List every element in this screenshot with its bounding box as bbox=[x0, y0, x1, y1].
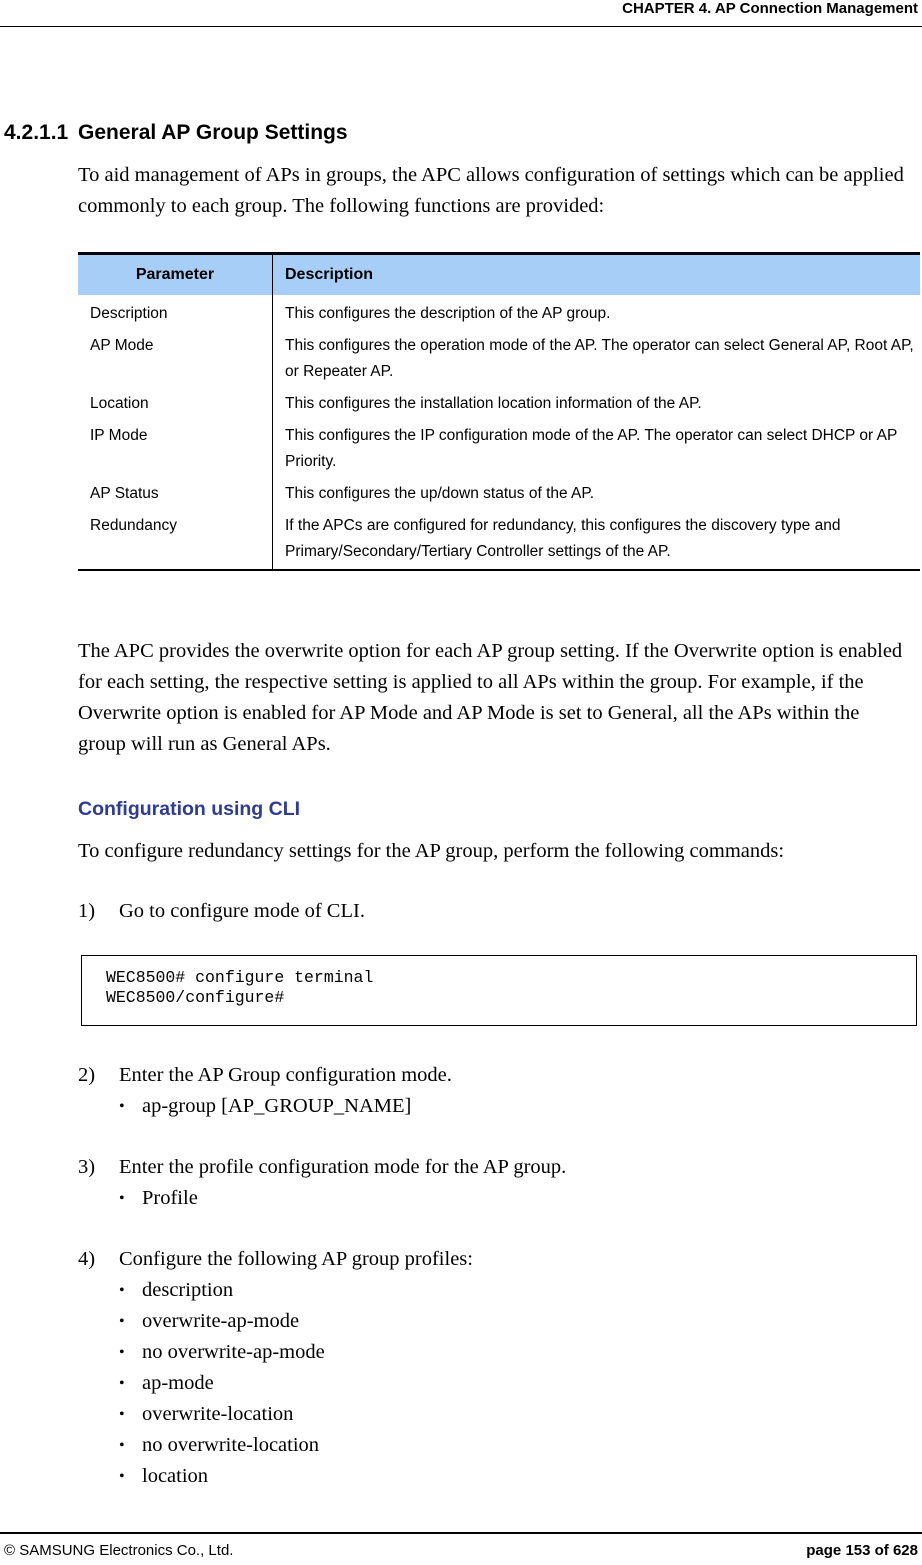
section-title-text: General AP Group Settings bbox=[78, 121, 348, 144]
table-row bbox=[78, 507, 920, 570]
cli-intro: To configure redundancy settings for the AP group, perform the following commands: bbox=[78, 840, 785, 862]
chapter-header: CHAPTER 4. AP Connection Management bbox=[622, 0, 918, 17]
footer-page-number: page 153 of 628 bbox=[806, 1542, 918, 1559]
table-row bbox=[78, 385, 920, 417]
list-item: • ap-group [AP_GROUP_NAME] bbox=[119, 1091, 411, 1122]
step-2-bullets bbox=[119, 1091, 411, 1122]
param-cell: IP Mode bbox=[90, 427, 148, 444]
param-cell: Description bbox=[90, 305, 168, 322]
step-number: 3) bbox=[78, 1156, 96, 1178]
footer-copyright: © SAMSUNG Electronics Co., Ltd. bbox=[4, 1542, 234, 1559]
list-item: • ap-mode bbox=[119, 1368, 325, 1399]
step-text: Enter the profile configuration mode for the AP group. bbox=[119, 1156, 567, 1178]
list-item: • location bbox=[119, 1461, 325, 1492]
step-number: 4) bbox=[78, 1248, 96, 1270]
header-divider bbox=[0, 26, 922, 27]
code-line: WEC8500# configure terminal bbox=[106, 968, 374, 987]
desc-cell: This configures the description of the AP group. bbox=[273, 295, 921, 327]
desc-cell: If the APCs are configured for redundancy, this configures the discovery type and Primary/Secondary/Tertiary Controller settings of the AP. bbox=[273, 507, 921, 570]
table-row bbox=[78, 327, 920, 385]
desc-cell: This configures the IP configuration mode of the AP. The operator can select DHCP or AP Priority. bbox=[273, 417, 921, 475]
section-number: 4.2.1.1 bbox=[4, 121, 69, 144]
step-text: Go to configure mode of CLI. bbox=[119, 900, 365, 922]
param-cell: Redundancy bbox=[78, 507, 273, 570]
step-2 bbox=[78, 1060, 452, 1091]
param-cell: Location bbox=[90, 395, 149, 412]
column-header-description: Description bbox=[273, 254, 921, 296]
desc-cell: This configures the operation mode of the AP. The operator can select General AP, Root AP, or Repeater AP. bbox=[273, 327, 921, 385]
list-item: • no overwrite-location bbox=[119, 1430, 325, 1461]
table-row bbox=[78, 295, 920, 327]
list-item: • description bbox=[119, 1275, 325, 1306]
step-number: 2) bbox=[78, 1064, 96, 1086]
step-1 bbox=[78, 896, 365, 927]
section-title bbox=[4, 121, 348, 145]
overwrite-paragraph: The APC provides the overwrite option for each AP group setting. If the Overwrite option is enabled for each setting, the respective setting is applied to all APs within the group. For example, if the Overwrite option is enabled for AP Mode and AP Mode is set to General, all the APs within the group will run as General APs. bbox=[78, 640, 903, 755]
list-item: • overwrite-location bbox=[119, 1399, 325, 1430]
step-4-bullets bbox=[119, 1275, 325, 1492]
code-block bbox=[81, 955, 917, 1026]
list-item: • no overwrite-ap-mode bbox=[119, 1337, 325, 1368]
list-item: • Profile bbox=[119, 1183, 198, 1214]
param-cell: AP Status bbox=[90, 485, 159, 502]
intro-paragraph: To aid management of APs in groups, the APC allows configuration of settings which can be applied commonly to each group. The following functions are provided: bbox=[78, 164, 904, 217]
desc-cell: This configures the up/down status of the AP. bbox=[273, 475, 921, 507]
desc-cell: This configures the installation location information of the AP. bbox=[273, 385, 921, 417]
parameter-table bbox=[78, 252, 920, 571]
param-cell: AP Mode bbox=[90, 337, 154, 354]
list-item: • overwrite-ap-mode bbox=[119, 1306, 325, 1337]
table-row bbox=[78, 475, 920, 507]
footer-divider bbox=[0, 1532, 922, 1534]
code-line: WEC8500/configure# bbox=[106, 988, 285, 1007]
step-3-bullets bbox=[119, 1183, 198, 1214]
cli-heading: Configuration using CLI bbox=[78, 798, 301, 820]
step-3 bbox=[78, 1152, 566, 1183]
column-header-parameter: Parameter bbox=[78, 254, 273, 296]
step-4 bbox=[78, 1244, 473, 1275]
table-row bbox=[78, 417, 920, 475]
step-text: Configure the following AP group profiles: bbox=[119, 1248, 473, 1270]
step-number: 1) bbox=[78, 900, 96, 922]
step-text: Enter the AP Group configuration mode. bbox=[119, 1064, 452, 1086]
